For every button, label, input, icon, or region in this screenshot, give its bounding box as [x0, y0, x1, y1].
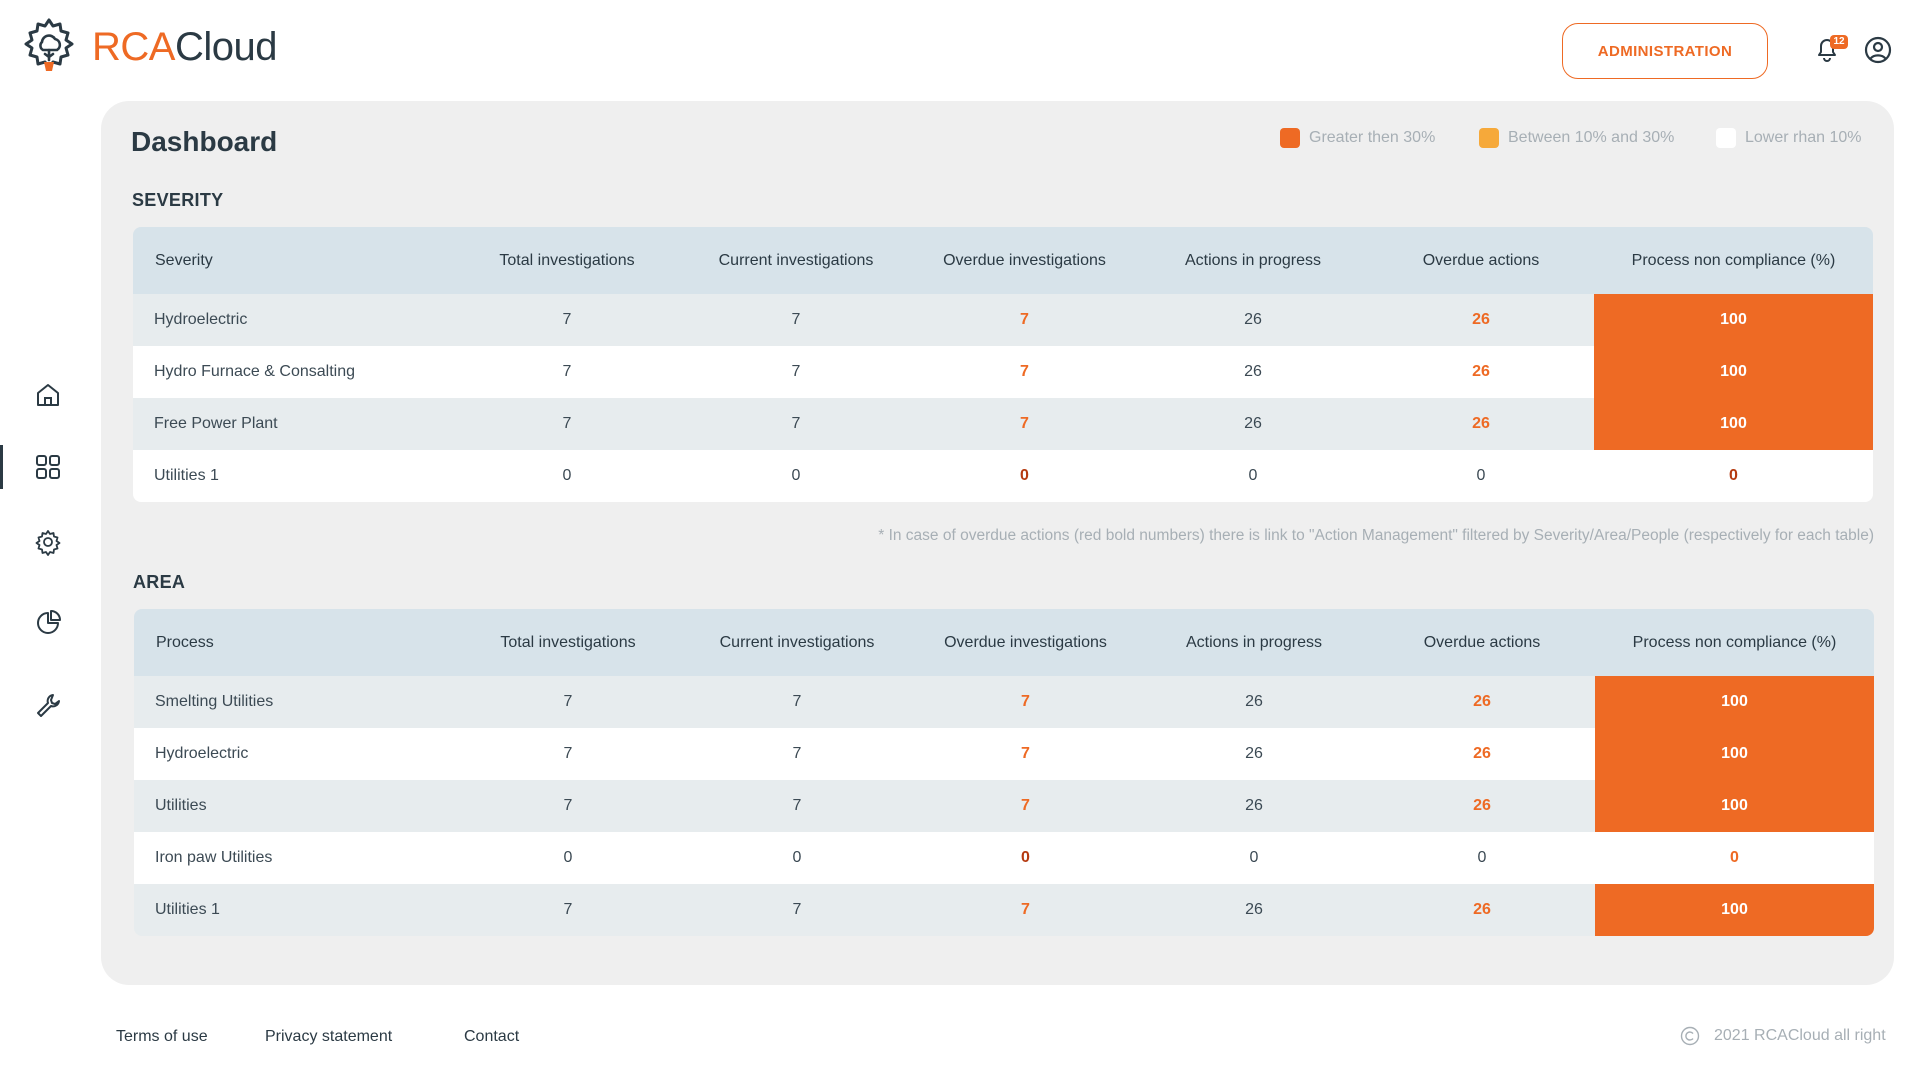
copyright	[1680, 1026, 1886, 1046]
legend-item-low	[1716, 128, 1862, 148]
overdue-actions-link[interactable]: 26	[1369, 780, 1595, 832]
overdue-investigations-cell: 7	[911, 294, 1138, 346]
table-header-row	[134, 609, 1874, 676]
overdue-investigations-cell: 7	[912, 676, 1139, 728]
page-title: Dashboard	[131, 126, 278, 157]
sidebar-item-reports[interactable]	[32, 607, 64, 639]
legend-item-medium	[1479, 128, 1674, 148]
table-cell: 0	[1139, 832, 1369, 884]
overdue-actions-note: * In case of overdue actions (red bold numbers) there is link to "Action Management" filtered by Severity/Area/People (respectively for each table)	[878, 527, 1874, 544]
table-row	[134, 676, 1874, 728]
area-table	[134, 609, 1874, 936]
table-row	[134, 832, 1874, 884]
pie-chart-icon	[34, 609, 62, 637]
column-header[interactable]: Overdue actions	[1369, 609, 1595, 676]
row-label: Hydroelectric	[134, 728, 454, 780]
non-compliance-cell: 100	[1594, 346, 1873, 398]
brand-name-rca: RCA	[92, 25, 175, 69]
table-cell: 7	[454, 676, 682, 728]
table-row	[134, 728, 1874, 780]
grid-icon	[34, 453, 62, 481]
severity-table	[133, 227, 1873, 502]
column-header[interactable]: Actions in progress	[1139, 609, 1369, 676]
row-label: Smelting Utilities	[134, 676, 454, 728]
table-cell: 26	[1138, 398, 1368, 450]
row-label: Hydro Furnace & Consalting	[133, 346, 453, 398]
table-cell: 0	[681, 450, 911, 502]
table-cell: 26	[1139, 728, 1369, 780]
column-header[interactable]: Overdue actions	[1368, 227, 1594, 294]
overdue-actions-cell: 0	[1368, 450, 1594, 502]
legend-label-medium: Between 10% and 30%	[1508, 129, 1675, 146]
non-compliance-cell: 100	[1595, 884, 1874, 936]
sidebar-item-settings[interactable]	[32, 526, 64, 558]
table-cell: 26	[1139, 884, 1369, 936]
logo-gear-tree-icon	[18, 16, 80, 78]
table-row	[133, 346, 1873, 398]
overdue-investigations-cell: 7	[911, 346, 1138, 398]
severity-section-title: SEVERITY	[132, 190, 224, 210]
column-header[interactable]: Total investigations	[454, 609, 682, 676]
non-compliance-cell: 100	[1595, 676, 1874, 728]
overdue-actions-link[interactable]: 26	[1368, 346, 1594, 398]
table-cell: 0	[1138, 450, 1368, 502]
non-compliance-cell: 100	[1594, 398, 1873, 450]
footer-link-terms[interactable]: Terms of use	[116, 1028, 208, 1045]
table-row	[133, 398, 1873, 450]
logo[interactable]	[18, 16, 277, 78]
non-compliance-cell: 100	[1594, 294, 1873, 346]
top-bar	[0, 0, 1921, 100]
column-header[interactable]: Overdue investigations	[912, 609, 1139, 676]
table-header-row	[133, 227, 1873, 294]
table-cell: 7	[681, 294, 911, 346]
table-row	[134, 780, 1874, 832]
copyright-icon	[1680, 1026, 1700, 1046]
overdue-investigations-cell: 0	[912, 832, 1139, 884]
column-header[interactable]: Overdue investigations	[911, 227, 1138, 294]
table-cell: 26	[1139, 676, 1369, 728]
column-header[interactable]: Actions in progress	[1138, 227, 1368, 294]
wrench-icon	[34, 692, 62, 720]
overdue-actions-link[interactable]: 26	[1369, 676, 1595, 728]
non-compliance-cell: 0	[1595, 832, 1874, 884]
overdue-investigations-cell: 7	[912, 884, 1139, 936]
table-cell: 7	[453, 346, 681, 398]
row-label: Free Power Plant	[133, 398, 453, 450]
overdue-actions-link[interactable]: 26	[1369, 728, 1595, 780]
area-section-title: AREA	[133, 572, 186, 592]
footer-link-privacy[interactable]: Privacy statement	[265, 1028, 393, 1045]
table-cell: 7	[453, 294, 681, 346]
brand-name-cloud: Cloud	[174, 25, 277, 69]
table-cell: 26	[1138, 346, 1368, 398]
overdue-actions-link[interactable]: 26	[1368, 294, 1594, 346]
table-cell: 0	[682, 832, 912, 884]
table-cell: 7	[454, 884, 682, 936]
sidebar-item-home[interactable]	[32, 379, 64, 411]
row-label: Utilities	[134, 780, 454, 832]
row-label: Hydroelectric	[133, 294, 453, 346]
overdue-actions-link[interactable]: 26	[1369, 884, 1595, 936]
table-cell: 7	[682, 780, 912, 832]
overdue-actions-cell: 0	[1369, 832, 1595, 884]
row-label: Utilities 1	[133, 450, 453, 502]
table-cell: 26	[1138, 294, 1368, 346]
gear-icon	[34, 528, 62, 556]
non-compliance-cell: 100	[1595, 780, 1874, 832]
table-cell: 7	[681, 398, 911, 450]
overdue-investigations-cell: 0	[911, 450, 1138, 502]
sidebar-item-dashboard[interactable]	[32, 451, 64, 483]
legend-label-high: Greater then 30%	[1309, 129, 1436, 146]
overdue-investigations-cell: 7	[912, 780, 1139, 832]
copyright-text: 2021 RCACloud all right	[1714, 1027, 1886, 1044]
non-compliance-cell: 0	[1594, 450, 1873, 502]
column-header[interactable]: Total investigations	[453, 227, 681, 294]
footer-link-contact[interactable]: Contact	[464, 1028, 520, 1045]
column-header[interactable]: Process non compliance (%)	[1595, 609, 1874, 676]
non-compliance-cell: 100	[1595, 728, 1874, 780]
table-row	[133, 450, 1873, 502]
sidebar-active-indicator	[0, 445, 3, 489]
table-cell: 0	[454, 832, 682, 884]
table-cell: 7	[454, 728, 682, 780]
overdue-actions-link[interactable]: 26	[1368, 398, 1594, 450]
table-row	[134, 884, 1874, 936]
overdue-investigations-cell: 7	[911, 398, 1138, 450]
legend-swatch-white	[1716, 128, 1736, 148]
column-header[interactable]: Severity	[133, 227, 453, 294]
row-label: Utilities 1	[134, 884, 454, 936]
column-header[interactable]: Process non compliance (%)	[1594, 227, 1873, 294]
table-cell: 7	[453, 398, 681, 450]
sidebar-item-tools[interactable]	[32, 690, 64, 722]
administration-button[interactable]: ADMINISTRATION	[1562, 23, 1768, 79]
table-cell: 0	[453, 450, 681, 502]
legend-swatch-amber	[1479, 128, 1499, 148]
brand-name	[92, 16, 277, 78]
table-cell: 7	[682, 676, 912, 728]
column-header[interactable]: Current investigations	[681, 227, 911, 294]
notification-badge: 12	[1830, 35, 1848, 49]
table-cell: 7	[682, 728, 912, 780]
table-cell: 7	[681, 346, 911, 398]
column-header[interactable]: Process	[134, 609, 454, 676]
legend-item-high	[1280, 128, 1435, 148]
legend-label-low: Lower rhan 10%	[1745, 129, 1862, 146]
row-label: Iron paw Utilities	[134, 832, 454, 884]
table-cell: 7	[454, 780, 682, 832]
legend-swatch-orange	[1280, 128, 1300, 148]
table-cell: 7	[682, 884, 912, 936]
column-header[interactable]: Current investigations	[682, 609, 912, 676]
user-profile-icon[interactable]	[1864, 36, 1892, 64]
overdue-investigations-cell: 7	[912, 728, 1139, 780]
table-row	[133, 294, 1873, 346]
table-cell: 26	[1139, 780, 1369, 832]
home-icon	[34, 381, 62, 409]
